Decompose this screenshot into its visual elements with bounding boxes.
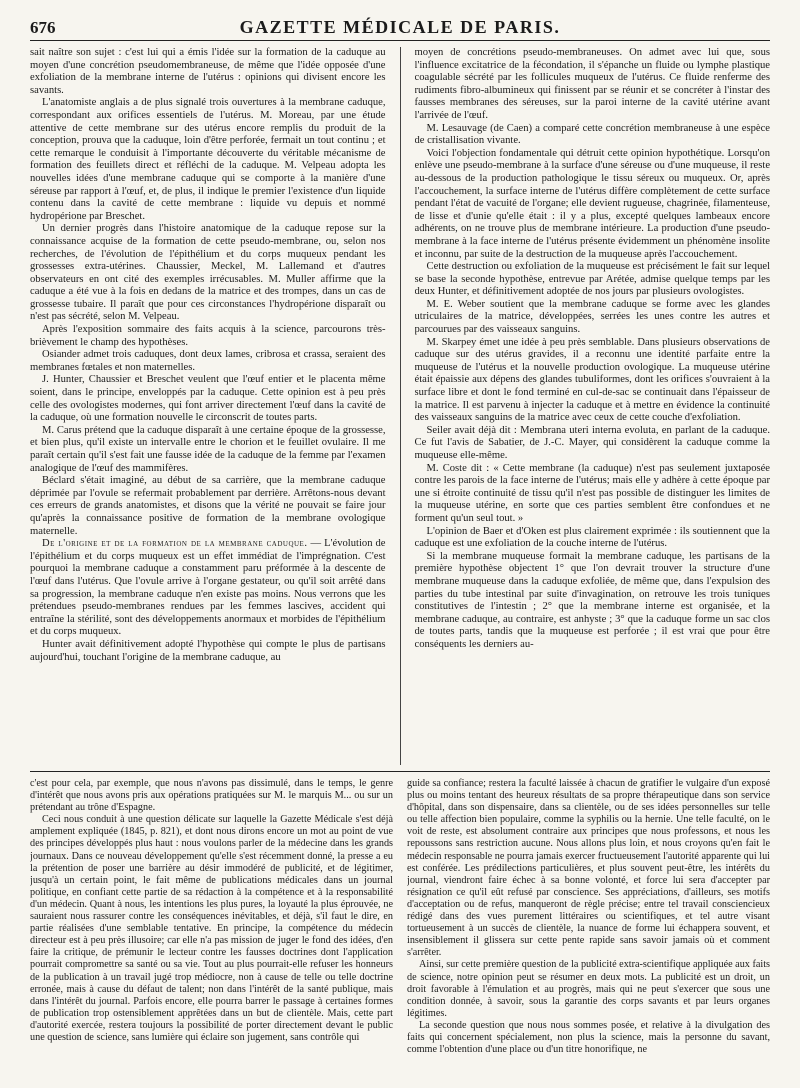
paragraph-text: Béclard s'était imaginé, au début de sa carrière, que la membrane caduque déprimée par l'ovule se refermait probablement par derrière. Arrêtons-nous devant ces erreurs de grands anatomistes, et disons que la vérité ne pouvait se faire jour qu'après la connaissance positive de formation de la membrane ovologique maternelle.	[30, 475, 386, 537]
paragraph	[30, 223, 386, 324]
paragraph	[415, 261, 771, 299]
section-heading: De l'origine et de la formation de la membrane caduque.	[42, 538, 308, 550]
paragraph	[30, 538, 386, 639]
feuilleton	[30, 778, 770, 1078]
paragraph-text: M. Skarpey émet une idée à peu près semblable. Dans plusieurs observations de caduque sur des utérus gravides, il a reconnu une identité parfaite entre la muqueuse de l'utérus et la nouvelle production ovologique. La muqueuse utérine était épaissie aux dépens des glandes tubuliformes, dont les orifices s'ouvraient à la surface libre et dont le fond terminé en cul-de-sac se continuait dans l'épaisseur de la matrice. Il est parvenu à injecter la caduque et à mettre en évidence la continuité des vaisseaux sanguins de la matrice avec ceux de cette couche d'exfoliation.	[414, 336, 771, 424]
paragraph	[407, 1020, 770, 1056]
paragraph	[415, 47, 771, 123]
paragraph	[30, 97, 386, 223]
paragraph	[415, 526, 771, 551]
paragraph	[30, 639, 386, 664]
paragraph-text: c'est pour cela, par exemple, que nous n'avons pas dissimulé, dans le temps, le genre d'intérêt que nous avons pris aux opérations pratiquées sur M. le marquis M... ou sur un prétendant au trône d'Espagne.	[30, 778, 393, 814]
paragraph-text: Seiler avait déjà dit : Membrana uteri interna evoluta, en parlant de la caduque. Ce fut l'avis de Sabatier, de J.-C. Mayer, qui considèrent la caduque comme la muqueuse elle-même.	[414, 424, 771, 461]
paragraph-text: Cette destruction ou exfoliation de la muqueuse est précisément le fait sur lequel se base la seconde hypothèse, entrevue par Arétée, admise quelque temps par les deux Hunter, et définitivement adoptée de nos jours par plusieurs ovologistes.	[414, 261, 771, 298]
paragraph-text: guide sa confiance; restera la faculté laissée à chacun de gratifier le vulgaire d'un exposé plus ou moins tentant des heureux résultats de sa propre thérapeutique dans son service d'hôpital, dans son dispensaire, dans sa clientèle, ou de ses idées personnelles sur telle ou telle affection bien populaire, comme la syphilis ou la hernie. Une telle faculté, on le voit de reste, est absolument contraire aux principes que nous professons, et nous les repoussons sans restriction aucune. Nous allons plus loin, et nous croyons qu'en fait le médecin responsable ne pourra jamais exercer fructueusement l'autorité apparente qui lui est conférée. Les prédilections particulières, et plus souvent peut-être, les intérêts du journal, viendront faire échec à sa bonne volonté, et force lui sera d'accepter par résignation ce qu'il eût refusé par conscience. Ses appréciations, d'ailleurs, ses motifs d'acceptation ou de refus, manqueront de règle précise; entre tel travail consciencieux rédigé dans des vues purement littéraires ou scientifiques, et tel autre visant tortueusement à un succès de clientèle, la nuance de forme lui échappera souvent, et insensiblement il glissera sur cette pente rapide sans savoir jamais où et comment s'arrêter.	[407, 778, 770, 959]
paragraph	[30, 475, 386, 538]
paragraph	[407, 959, 770, 1019]
paragraph	[415, 551, 771, 652]
paragraph	[415, 299, 771, 337]
paragraph	[30, 425, 386, 475]
feuilleton-left-column	[30, 778, 393, 1078]
right-column	[415, 47, 771, 765]
page-header	[30, 14, 770, 41]
paragraph-text: M. Lesauvage (de Caen) a comparé cette concrétion membraneuse à une espèce de cristallisation vivante.	[414, 122, 771, 147]
paragraph	[415, 148, 771, 261]
paragraph	[415, 463, 771, 526]
paragraph	[30, 324, 386, 349]
paragraph	[407, 778, 770, 959]
paragraph-text: M. E. Weber soutient que la membrane caduque se forme avec les glandes utriculaires de la matrice, développées, serrées les unes contre les autres et parcourues par des vaisseaux sanguins.	[414, 298, 771, 336]
paragraph	[415, 337, 771, 425]
paragraph-text: Ainsi, sur cette première question de la publicité extra-scientifique appliquée aux faits de science, notre opinion peut se résumer en deux mots. La publicité est un droit, un droit favorable à l'émulation et au progrès, mais qui ne peut s'exercer que sous une condition donnée, à savoir, sous la garantie des corps savants et par leurs organes légitimes.	[407, 959, 770, 1019]
feuilleton-rule	[30, 771, 770, 772]
paragraph-text: sait naître son sujet : c'est lui qui a émis l'idée sur la formation de la caduque au moyen d'une concrétion pseudomembraneuse, de même que l'idée opposée d'une exfoliation de la membrane interne de l'utérus : opinions qui divisent encore les savants.	[30, 47, 386, 96]
paragraph-text: Hunter avait définitivement adopté l'hypothèse qui compte le plus de partisans aujourd'hui, touchant l'origine de la membrane caduque, au	[30, 638, 386, 663]
paragraph	[415, 123, 771, 148]
paragraph-text: Voici l'objection fondamentale qui détruit cette opinion hypothétique. Lorsqu'on enlève une pseudo-membrane à la surface d'une séreuse ou d'une muqueuse, il reste au-dessous de la production pathologique le tissu séreux ou muqueux. Or, après l'accouchement, la surface interne de l'utérus diffère complètement de cette surface pendant l'état de vacuité de l'organe; elle devient rugueuse, chagrinée, filamenteuse, de lisse et d'unie qu'elle était : il y a plus, excepté quelques lambeaux encore adhérents, on ne trouve plus de membrane intérieure. La production d'une pseudo-membrane à la face interne de l'utérus présente évidemment un phénomène insolite et inconnu, par suite de la destruction de la muqueuse après l'accouchement.	[414, 147, 771, 260]
paragraph	[30, 47, 386, 97]
feuilleton-right-column	[407, 778, 770, 1078]
column-divider	[400, 47, 401, 765]
paragraph	[415, 425, 771, 463]
page-number: 676	[30, 18, 56, 37]
paragraph-text: Un dernier progrès dans l'histoire anatomique de la caduque repose sur la connaissance acquise de la formation de cette pseudo-membrane, ou, selon nos recherches, de l'évolution de l'épithélium et du corps muqueux pendant les grossesses extra-utérines. Chaussier, Meckel, M. Lallemand et d'autres observateurs en ont cité des exemples irrécusables. M. Muller affirme que la caduque a été vue à la fois en dedans de la matrice et des trompes, dans un cas de grossesse tubaire. Il paraît que pour ces circonstances l'hydropérione disparaît ou n'est pas sécrété, selon M. Velpeau.	[30, 223, 386, 323]
paragraph-text: Ceci nous conduit à une question délicate sur laquelle la Gazette Médicale s'est déjà amplement expliquée (1845, p. 821), et dont nous dirons encore un mot au point de vue des principes développés plus haut : nous voulons parler de la médecine dans les grands journaux. Dans ce nouveau développement qu'elle s'est récemment donné, la presse a eu la prétention de poser une barrière au désir immodéré de publicité, et de légitimer, jusqu'à un certain point, le fait même de publications médicales dans un journal politique, en confiant cette partie de sa rédaction à la compétence et à la responsabilité d'un médecin. Quant à nous, les intentions les plus pures, la loyauté la plus éprouvée, ne sauraient nous rassurer contre les conséquences inévitables, et déjà, s'il faut le dire, en partie réalisées d'une semblable tentative. En principe, la compétence du médecin directeur est à peu près illusoire; car elle n'a pas mission de juger le fond des idées, d'en faire la critique, de prémunir le lecteur contre les fausses doctrines dont l'application pourrait compromettre sa santé ou sa vie. Tout au plus pourrait-elle refuser les honneurs de la publication à un travail jugé trop médiocre, non à cause de telle ou telle doctrine erronée, mais à cause du défaut de talent; non dans l'intérêt de la santé publique, mais dans l'intérêt du journal. Parfois encore, elle pourra barrer le passage à certaines formes de publication trop ostensiblement apprêtées dans un but de clientèle. Mais, cette part d'autorité exercée, restera toujours la possibilité de porter directement devant le public une question de science, sans lumière qui éclaire son jugement, sans contrôle qui	[30, 814, 393, 1043]
paragraph-text: moyen de concrétions pseudo-membraneuses. On admet avec lui que, sous l'influence excitatrice de la fécondation, il s'épanche un fluide ou lymphe plastique coagulable sécrété par les follicules muqueux de l'utérus. Ce fluide renferme des rudiments fibro-albumineux qui finissent par se réunir et se concréter à l'instar des fausses membranes des séreuses, sur la paroi interne de la cavité utérine avant l'arrivée de l'œuf.	[414, 47, 771, 121]
journal-title: GAZETTE MÉDICALE DE PARIS.	[239, 17, 561, 37]
paragraph	[30, 349, 386, 374]
paragraph-text: Osiander admet trois caduques, dont deux lames, cribrosa et crassa, seraient des membranes fœtales et non maternelles.	[30, 349, 386, 373]
paragraph-text: Si la membrane muqueuse formait la membrane caduque, les partisans de la première hypothèse objectent 1° que l'on devrait trouver la structure d'une membrane muqueuse dans la caduque exfoliée, de même que, dans l'expulsion des parties du tube intestinal par suite d'invagination, on retrouve les trois tuniques constitutives de l'intestin ; 2° que la membrane interne est organisée, et la membrane caduque, au contraire, est anhyste ; 3° que la caduque forme un sac clos de toutes parts, tandis que la muqueuse est perforée ; il est vrai que pour être conséquents les derniers au-	[414, 550, 771, 650]
paragraph-text: L'opinion de Baer et d'Oken est plus clairement exprimée : ils soutiennent que la caduque est une exfoliation de la couche interne de l'utérus.	[414, 525, 771, 550]
paragraph-text: L'anatomiste anglais a de plus signalé trois ouvertures à la membrane caduque, correspondant aux orifices essentiels de l'utérus. M. Moreau, par une étude attentive de cette membrane sur des utérus encore remplis du produit de la conception, prouva que la caduque, loin d'être perforée, fermait un tout continu ; et cette remarque le conduisit à l'importante découverte du véritable mécanisme de formation des feuillets direct et réfléchi de la caduque. M. Velpeau adopta les nouvelles idées d'une membrane caduque qui se comporte à la manière d'une séreuse par rapport à l'œuf, et, de plus, il indique le premier l'existence d'un liquide contenu dans la cavité de cette membrane : liquide vu depuis et nommé hydropérione par Breschet.	[30, 97, 386, 222]
paragraph	[30, 374, 386, 424]
paragraph-text: M. Coste dit : « Cette membrane (la caduque) n'est pas seulement juxtaposée contre les parois de la face interne de l'utérus; mais elle y adhère à cette époque par une si étroite continuité de tissu qu'il n'est pas possible de distinguer les limites de la muqueuse utérine, en sorte que ces parties semblent être confondues et ne forment qu'un seul tout. »	[414, 462, 771, 524]
paragraph	[30, 814, 393, 1044]
paragraph-text: J. Hunter, Chaussier et Breschet veulent que l'œuf entier et le placenta même soient, dans le principe, enveloppés par la caduque. Cette opinion est à peu près celle des ovologistes modernes, qui font arriver directement l'œuf dans la cavité de la caduque, où une formation nouvelle le circonscrit de toutes parts.	[30, 374, 386, 424]
left-column	[30, 47, 386, 765]
paragraph-text: Après l'exposition sommaire des faits acquis à la science, parcourons très-brièvement le champ des hypothèses.	[30, 324, 386, 348]
main-columns	[30, 47, 770, 765]
paragraph-text: — L'évolution de l'épithélium et du corps muqueux est un effet immédiat de l'imprégnation. C'est pourquoi la membrane caduque a constamment paru préformée à la descente de l'œuf dans l'utérus. Que l'ovule arrive à l'organe gestateur, ou qu'il soit arrêté dans sa progression, la membrane caduque n'en existe pas moins. Nous verrons que les prétendues pseudo-membranes rendues par les femmes lascives, accident qui entraîne la stérilité, sont des développements anormaux et morbides de l'épithélium et du corps muqueux.	[30, 538, 386, 638]
paragraph-text: La seconde question que nous nous sommes posée, et relative à la divulgation des faits qui concernent spécialement, non plus la science, mais la personne du savant, comme l'obtention d'une place ou d'un titre honorifique, ne	[407, 1019, 770, 1056]
paragraph	[30, 778, 393, 814]
paragraph-text: M. Carus prétend que la caduque disparaît à une certaine époque de la grossesse, et bien plus, qu'il existe un intervalle entre le chorion et le feuillet ovulaire. Il me paraît certain qu'il s'est fait une fausse idée de la caduque de la femme par l'examen analogique de l'œuf des mammifères.	[30, 424, 386, 474]
